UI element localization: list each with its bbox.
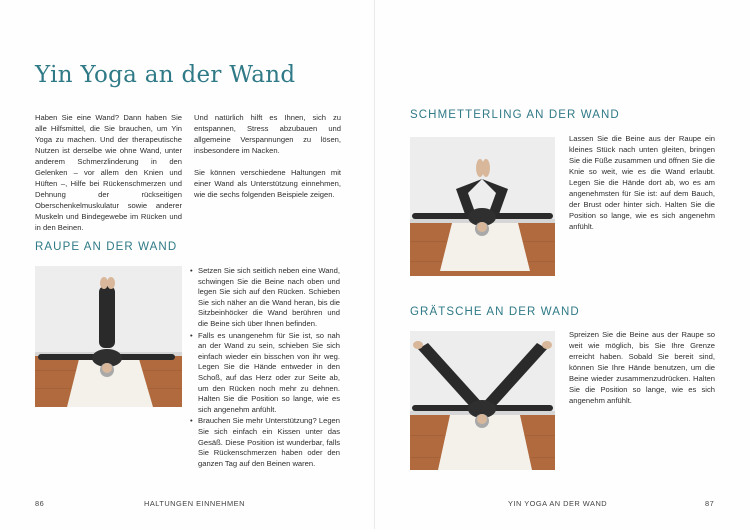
instruction-item: • Falls es unangenehm für Sie ist, so nah an der Wand zu sein, schieben Sie sich einfach wieder ein bisschen von ihr weg. Legen Sie die Hände entweder in den Schoß, auf das Herz oder zur Seite ab, um den Rücken noch mehr zu dehnen. Halten Sie die Position so lange, wie es sich angenehm anfühlt.	[190, 331, 340, 416]
graetsche-paragraph: Spreizen Sie die Beine aus der Raupe so weit wie möglich, bis Sie Ihre Grenze erreicht haben. Sobald Sie bereit sind, können Sie Ihre Hände benutzen, um die Beine wieder zusammenzudrücken. Halten Sie die Position so lange, wie es sich angenehm anfühlt.	[569, 330, 715, 405]
section-heading-raupe: RAUPE AN DER WAND	[35, 241, 178, 253]
graetsche-text	[569, 329, 715, 406]
page-number-right: 87	[705, 499, 715, 508]
page-title: Yin Yoga an der Wand	[35, 62, 296, 88]
schmetterling-paragraph: Lassen Sie die Beine aus der Raupe ein kleines Stück nach unten gleiten, bringen Sie die Füße zusammen und öffnen Sie die Knie so weit, wie es die Wand erlaubt. Legen Sie die Hände dort ab, wo es am angenehmsten für Sie ist: auf dem Bauch, der Brust oder hinter sich. Halten Sie die Position so lange, wie es sich angenehm anfühlt.	[569, 134, 715, 231]
intro-paragraph-2: Und natürlich hilft es Ihnen, sich zu entspannen, Stress abzubauen und allgemeine Verspannungen zu lösen, insbesondere im Nacken.	[194, 113, 341, 155]
instruction-item: • Brauchen Sie mehr Unterstützung? Legen Sie sich einfach ein Kissen unter das Gesäß. Diese Position ist wunderbar, falls Sie Rückenschmerzen haben oder den ganzen Tag auf den Beinen waren.	[190, 416, 340, 469]
graetsche-pose-photo	[410, 331, 555, 470]
intro-column-1	[35, 112, 182, 233]
raupe-instructions-list	[190, 266, 340, 470]
running-footer-right: YIN YOGA AN DER WAND	[508, 499, 608, 508]
schmetterling-pose-photo	[410, 137, 555, 276]
right-page	[375, 0, 750, 529]
schmetterling-text	[569, 133, 715, 232]
instruction-item: • Setzen Sie sich seitlich neben eine Wand, schwingen Sie die Beine nach oben und legen Sie sich auf den Rücken. Schieben Sie sich näher an die Wand heran, bis die Sitzbeinhöcker die Wand berühren und die Beine sich über Ihnen befinden.	[190, 266, 340, 330]
raupe-pose-photo	[35, 266, 182, 407]
section-heading-graetsche: GRÄTSCHE AN DER WAND	[410, 306, 580, 318]
running-footer-left: HALTUNGEN EINNEHMEN	[144, 499, 245, 508]
section-heading-schmetterling: SCHMETTERLING AN DER WAND	[410, 109, 620, 121]
intro-column-2	[194, 112, 341, 200]
intro-paragraph-1: Haben Sie eine Wand? Dann haben Sie alle Hilfsmittel, die Sie brauchen, um Yin Yoga zu machen. Und der therapeutische Nutzen ist derselbe wie ohne Wand, unter anderem Schmerzlinderung in den Gelenken – vor allem den Knien und Hüften –, Hilfe bei Rückenschmerzen und Dehnung der rückseitigen Oberschenkelmuskulatur sowie anderer Muskeln und Bindegewebe im Rücken und in den Beinen.	[35, 113, 182, 232]
page-number-left: 86	[35, 499, 45, 508]
intro-paragraph-3: Sie können verschiedene Haltungen mit einer Wand als Unterstützung einnehmen, wie die sechs folgenden Beispiele zeigen.	[194, 168, 341, 199]
